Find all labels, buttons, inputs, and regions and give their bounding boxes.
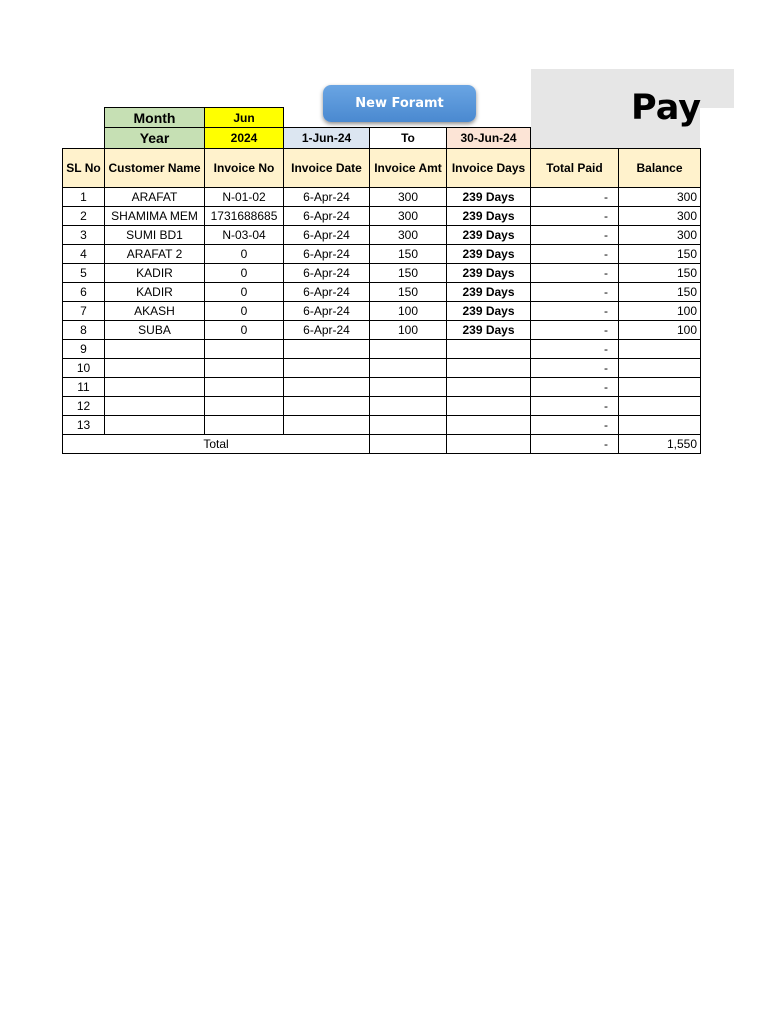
total-paid-cell[interactable]: - xyxy=(531,302,619,321)
invoice-days-cell[interactable]: 239 Days xyxy=(447,264,531,283)
col-header-invoice-no[interactable]: Invoice No xyxy=(205,149,284,188)
table-row xyxy=(63,226,701,245)
page-title: Pay xyxy=(631,88,702,128)
customer-name-cell[interactable] xyxy=(105,378,205,397)
table-row xyxy=(63,245,701,264)
invoice-date-cell[interactable]: 6-Apr-24 xyxy=(284,207,370,226)
invoice-date-cell[interactable]: 6-Apr-24 xyxy=(284,283,370,302)
new-format-button[interactable]: New Foramt xyxy=(323,85,476,122)
total-paid-cell[interactable]: - xyxy=(531,397,619,416)
table-row xyxy=(63,188,701,207)
invoice-no-cell[interactable]: 0 xyxy=(205,302,284,321)
invoice-days-cell[interactable] xyxy=(447,416,531,435)
invoice-days-cell[interactable]: 239 Days xyxy=(447,283,531,302)
sl-no-cell[interactable]: 9 xyxy=(63,340,105,359)
invoice-days-cell[interactable] xyxy=(447,340,531,359)
balance-cell[interactable]: 300 xyxy=(619,207,701,226)
col-header-invoice-date[interactable]: Invoice Date xyxy=(284,149,370,188)
month-label: Month xyxy=(104,107,205,128)
sl-no-cell[interactable]: 10 xyxy=(63,359,105,378)
sl-no-cell[interactable]: 4 xyxy=(63,245,105,264)
balance-cell[interactable]: 100 xyxy=(619,321,701,340)
customer-name-cell[interactable] xyxy=(105,397,205,416)
total-row xyxy=(63,435,701,454)
sl-no-cell[interactable]: 8 xyxy=(63,321,105,340)
balance-cell[interactable]: 150 xyxy=(619,245,701,264)
total-paid-cell[interactable]: - xyxy=(531,188,619,207)
invoice-no-cell[interactable]: N-01-02 xyxy=(205,188,284,207)
sl-no-cell[interactable]: 2 xyxy=(63,207,105,226)
invoice-amt-cell[interactable] xyxy=(370,416,447,435)
col-header-invoice-days[interactable]: Invoice Days xyxy=(447,149,531,188)
sl-no-cell[interactable]: 1 xyxy=(63,188,105,207)
invoice-date-cell[interactable] xyxy=(284,397,370,416)
customer-name-cell[interactable]: ARAFAT xyxy=(105,188,205,207)
total-balance-cell: 1,550 xyxy=(619,435,701,454)
total-row-empty-days xyxy=(447,435,531,454)
invoice-amt-cell[interactable]: 150 xyxy=(370,283,447,302)
invoice-date-cell[interactable]: 6-Apr-24 xyxy=(284,302,370,321)
balance-cell[interactable]: 100 xyxy=(619,302,701,321)
col-header-customer-name[interactable]: Customer Name xyxy=(105,149,205,188)
balance-cell[interactable]: 150 xyxy=(619,264,701,283)
table-header-row xyxy=(63,149,701,188)
total-row-empty-amt xyxy=(370,435,447,454)
invoice-date-cell[interactable]: 6-Apr-24 xyxy=(284,245,370,264)
sl-no-cell[interactable]: 6 xyxy=(63,283,105,302)
invoice-no-cell[interactable] xyxy=(205,340,284,359)
table-row xyxy=(63,397,701,416)
invoice-no-cell[interactable]: 1731688685 xyxy=(205,207,284,226)
total-paid-cell[interactable]: - xyxy=(531,340,619,359)
table-row xyxy=(63,283,701,302)
customer-name-cell[interactable]: KADIR xyxy=(105,264,205,283)
table-row xyxy=(63,416,701,435)
invoice-no-cell[interactable]: N-03-04 xyxy=(205,226,284,245)
invoice-no-cell[interactable]: 0 xyxy=(205,321,284,340)
invoice-days-cell[interactable] xyxy=(447,359,531,378)
total-paid-cell: - xyxy=(531,435,619,454)
customer-name-cell[interactable]: KADIR xyxy=(105,283,205,302)
total-paid-cell[interactable]: - xyxy=(531,283,619,302)
date-to-cell[interactable]: 30-Jun-24 xyxy=(446,127,531,149)
total-paid-cell[interactable]: - xyxy=(531,207,619,226)
total-paid-cell[interactable]: - xyxy=(531,245,619,264)
month-value-cell[interactable]: Jun xyxy=(204,107,284,128)
invoice-amt-cell[interactable]: 300 xyxy=(370,188,447,207)
invoice-days-cell[interactable]: 239 Days xyxy=(447,226,531,245)
col-header-sl-no[interactable]: SL No xyxy=(63,149,105,188)
invoice-amt-cell[interactable] xyxy=(370,340,447,359)
invoice-days-cell[interactable]: 239 Days xyxy=(447,245,531,264)
invoice-date-cell[interactable]: 6-Apr-24 xyxy=(284,321,370,340)
invoice-amt-cell[interactable] xyxy=(370,397,447,416)
date-to-label: To xyxy=(369,127,447,149)
customer-name-cell[interactable]: SUMI BD1 xyxy=(105,226,205,245)
balance-cell[interactable] xyxy=(619,416,701,435)
invoice-amt-cell[interactable]: 100 xyxy=(370,302,447,321)
sl-no-cell[interactable]: 3 xyxy=(63,226,105,245)
invoice-amt-cell[interactable] xyxy=(370,359,447,378)
balance-cell[interactable]: 300 xyxy=(619,188,701,207)
balance-cell[interactable] xyxy=(619,397,701,416)
invoice-no-cell[interactable]: 0 xyxy=(205,245,284,264)
invoice-amt-cell[interactable]: 100 xyxy=(370,321,447,340)
invoice-no-cell[interactable] xyxy=(205,359,284,378)
invoice-date-cell[interactable]: 6-Apr-24 xyxy=(284,264,370,283)
balance-cell[interactable] xyxy=(619,378,701,397)
balance-cell[interactable]: 300 xyxy=(619,226,701,245)
invoice-days-cell[interactable] xyxy=(447,378,531,397)
customer-name-cell[interactable]: AKASH xyxy=(105,302,205,321)
invoice-amt-cell[interactable]: 300 xyxy=(370,226,447,245)
invoice-date-cell[interactable] xyxy=(284,340,370,359)
invoice-amt-cell[interactable]: 300 xyxy=(370,207,447,226)
total-paid-cell[interactable]: - xyxy=(531,378,619,397)
col-header-invoice-amt[interactable]: Invoice Amt xyxy=(370,149,447,188)
sl-no-cell[interactable]: 5 xyxy=(63,264,105,283)
col-header-total-paid[interactable]: Total Paid xyxy=(531,149,619,188)
table-row xyxy=(63,378,701,397)
customer-name-cell[interactable] xyxy=(105,359,205,378)
customer-name-cell[interactable] xyxy=(105,340,205,359)
total-paid-cell[interactable]: - xyxy=(531,321,619,340)
invoice-date-cell[interactable] xyxy=(284,359,370,378)
table-row xyxy=(63,264,701,283)
table-row xyxy=(63,302,701,321)
year-label: Year xyxy=(104,127,205,149)
customer-name-cell[interactable]: SHAMIMA MEM xyxy=(105,207,205,226)
invoice-date-cell[interactable]: 6-Apr-24 xyxy=(284,226,370,245)
col-header-balance[interactable]: Balance xyxy=(619,149,701,188)
table-row xyxy=(63,359,701,378)
invoice-no-cell[interactable]: 0 xyxy=(205,264,284,283)
invoice-no-cell[interactable] xyxy=(205,416,284,435)
total-paid-cell[interactable]: - xyxy=(531,416,619,435)
customer-name-cell[interactable]: ARAFAT 2 xyxy=(105,245,205,264)
sl-no-cell[interactable]: 13 xyxy=(63,416,105,435)
balance-cell[interactable] xyxy=(619,340,701,359)
sl-no-cell[interactable]: 7 xyxy=(63,302,105,321)
sl-no-cell[interactable]: 11 xyxy=(63,378,105,397)
date-from-cell[interactable]: 1-Jun-24 xyxy=(283,127,370,149)
invoice-no-cell[interactable] xyxy=(205,378,284,397)
invoice-date-cell[interactable]: 6-Apr-24 xyxy=(284,188,370,207)
invoice-date-cell[interactable] xyxy=(284,378,370,397)
year-value-cell[interactable]: 2024 xyxy=(204,127,284,149)
invoice-amt-cell[interactable] xyxy=(370,378,447,397)
customer-name-cell[interactable] xyxy=(105,416,205,435)
invoice-no-cell[interactable] xyxy=(205,397,284,416)
invoice-table xyxy=(62,148,701,454)
total-paid-cell[interactable]: - xyxy=(531,359,619,378)
table-row xyxy=(63,340,701,359)
total-label: Total xyxy=(63,435,370,454)
invoice-days-cell[interactable] xyxy=(447,397,531,416)
invoice-days-cell[interactable]: 239 Days xyxy=(447,321,531,340)
invoice-no-cell[interactable]: 0 xyxy=(205,283,284,302)
balance-cell[interactable] xyxy=(619,359,701,378)
invoice-days-cell[interactable]: 239 Days xyxy=(447,188,531,207)
customer-name-cell[interactable]: SUBA xyxy=(105,321,205,340)
invoice-date-cell[interactable] xyxy=(284,416,370,435)
balance-cell[interactable]: 150 xyxy=(619,283,701,302)
invoice-amt-cell[interactable]: 150 xyxy=(370,245,447,264)
invoice-amt-cell[interactable]: 150 xyxy=(370,264,447,283)
table-row xyxy=(63,207,701,226)
invoice-days-cell[interactable]: 239 Days xyxy=(447,302,531,321)
invoice-days-cell[interactable]: 239 Days xyxy=(447,207,531,226)
total-paid-cell[interactable]: - xyxy=(531,226,619,245)
table-row xyxy=(63,321,701,340)
sl-no-cell[interactable]: 12 xyxy=(63,397,105,416)
total-paid-cell[interactable]: - xyxy=(531,264,619,283)
